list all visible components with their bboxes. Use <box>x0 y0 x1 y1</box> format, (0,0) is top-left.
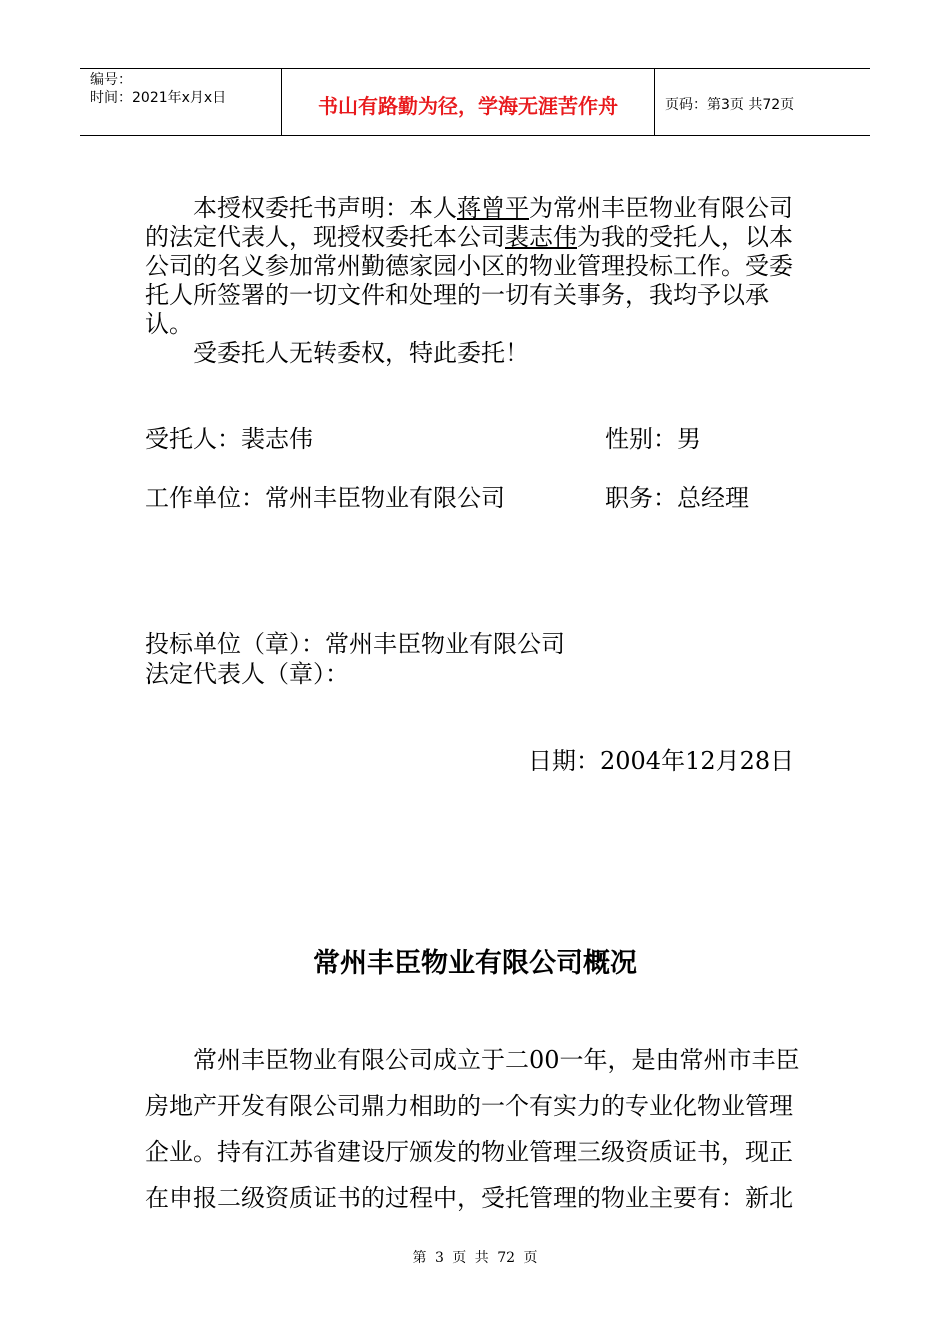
company-overview-paragraph: 常州丰臣物业有限公司成立于二00一年，是由常州市丰臣房地产开发有限公司鼎力相助的一个有实力的专业化物业管理企业。持有江苏省建设厅颁发的物业管理三级资质证书，现正在申报二级资质证书的过程中，受托管理的物业主要有：新北 <box>145 1046 800 1212</box>
employer-row <box>145 484 815 513</box>
header-motto: 书山有路勤为径，学海无涯苦作舟 <box>282 69 655 135</box>
time-label: 时间：2021年x月x日 <box>90 90 227 106</box>
trustee-name: 裴志伟 <box>505 223 577 251</box>
trustee-field: 受托人：裴志伟 <box>145 425 313 453</box>
legal-rep-name: 蒋曾平 <box>457 194 529 222</box>
statement-text-a: 本授权委托书声明：本人 <box>193 194 457 222</box>
no-subdelegation-paragraph: 受委托人无转委权，特此委托！ <box>193 339 529 367</box>
authorization-statement <box>145 194 815 368</box>
bidder-field: 投标单位（章）：常州丰臣物业有限公司 <box>145 630 565 658</box>
page-header <box>80 68 870 136</box>
company-overview-title: 常州丰臣物业有限公司概况 <box>313 948 637 979</box>
gender-field: 性别：男 <box>605 425 701 453</box>
legal-rep-field: 法定代表人（章）： <box>145 660 349 688</box>
authorization-paragraph <box>145 194 815 339</box>
number-label: 编号： <box>90 72 132 88</box>
statement-text-b: 为常州丰臣物业有限公司的法定代表人，现授权委托本公司 <box>145 194 793 251</box>
signature-date: 日期：2004年12月28日 <box>528 747 795 775</box>
employer-field: 工作单位：常州丰臣物业有限公司 <box>145 484 505 512</box>
trustee-row <box>145 425 815 454</box>
header-page-info: 页码：第3页 共72页 <box>665 97 795 113</box>
statement-text-c: 为我的受托人，以本公司的名义参加常州勤德家园小区的物业管理投标工作。受委托人所签署的一切文件和处理的一切有关事务，我均予以承认。 <box>145 223 793 338</box>
page-footer: 第 3 页 共 72 页 <box>412 1250 538 1266</box>
header-meta-cell <box>80 69 282 135</box>
position-field: 职务：总经理 <box>605 484 749 512</box>
